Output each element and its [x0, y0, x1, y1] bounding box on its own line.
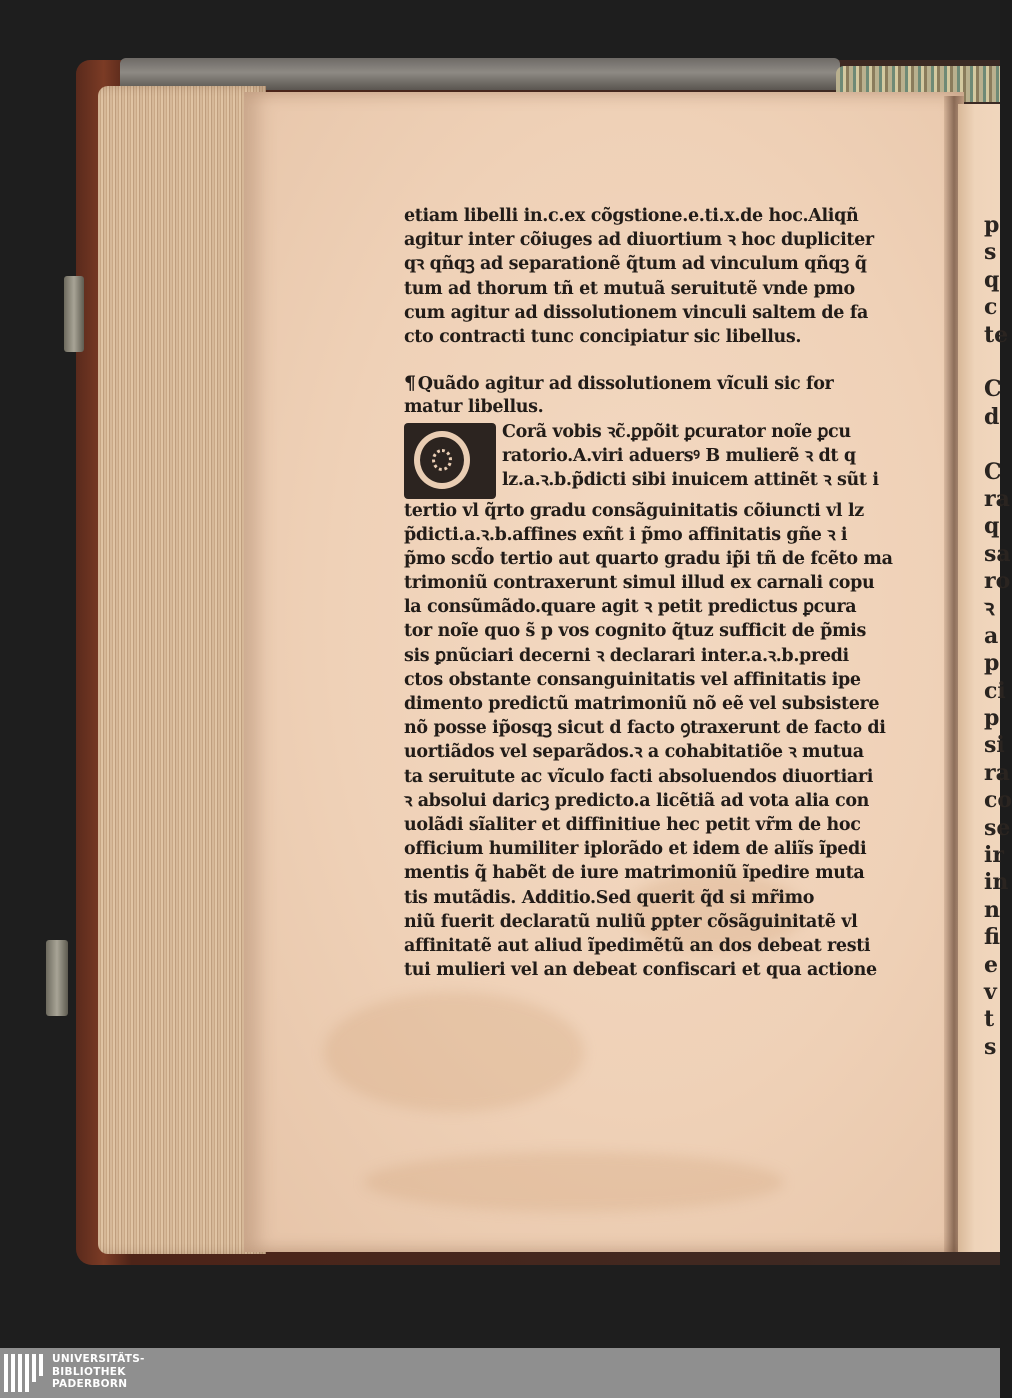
- facing-page-letter: te: [984, 321, 1009, 348]
- decorated-initial-c: [404, 423, 496, 499]
- logo-line: BIBLIOTHEK: [52, 1365, 126, 1378]
- library-logo-text: [52, 1353, 145, 1391]
- facing-page-letter: p: [984, 650, 1000, 677]
- facing-page-letter: ir: [984, 841, 1004, 868]
- facing-page-letter: ra: [984, 485, 1010, 512]
- facing-page-letter: q: [984, 266, 1000, 293]
- facing-page-letter: co: [984, 787, 1012, 814]
- text-line: tis mutãdis. Additio.Sed querit q̃d si mr̃imo: [404, 887, 815, 908]
- text-line: tor noĩe quo s̃ p vos cognito q̃tuz sufficit de p̃mis: [404, 621, 866, 642]
- facing-page-letter: [984, 431, 1000, 458]
- text-line: sis ꝑnũciari decerni ꝛ declarari inter.a.ꝛ.b.predi: [404, 645, 849, 666]
- footer-bar: [0, 1348, 1000, 1398]
- paragraph-mark: ¶: [404, 372, 416, 395]
- facing-page-letter: t: [984, 1006, 995, 1033]
- facing-page-letter: v: [984, 978, 997, 1005]
- facing-page-letter: a: [984, 622, 999, 649]
- logo-line: PADERBORN: [52, 1378, 128, 1391]
- text-line: cto contracti tunc concipiatur sic libellus.: [404, 326, 802, 347]
- initial-paragraph: [404, 420, 924, 499]
- facing-page-letter: sa: [984, 540, 1011, 567]
- text-line: Corã vobis ꝛc̃.ꝑpõit ꝑcurator noĩe ꝑcu: [502, 421, 851, 442]
- facing-page-letter: p: [984, 705, 1000, 732]
- facing-page-letter: d: [984, 403, 1000, 430]
- text-line: tertio vl q̃rto gradu consãguinitatis cõiuncti vl lz: [404, 500, 864, 521]
- facing-page-letters: [984, 212, 1012, 1061]
- facing-page-letter: e: [984, 951, 998, 978]
- text-line: cum agitur ad dissolutionem vinculi saltem de fa: [404, 302, 869, 323]
- text-line: nõ posse ip̃osqꝫ sicut d facto ꝯtraxerunt de facto di: [404, 718, 886, 739]
- facing-page-letter: ro: [984, 568, 1011, 595]
- text-line: tui mulieri vel an debeat confiscari et qua actione: [404, 960, 877, 981]
- text-line: mentis q̃ habẽt de iure matrimoniũ ĩpedire muta: [404, 863, 865, 884]
- facing-page-letter: ra: [984, 759, 1010, 786]
- text-line: etiam libelli in.c.ex cõgstione.e.ti.x.de hoc.Aliqñ: [404, 206, 859, 226]
- clasp-lower: [46, 940, 68, 1016]
- text-line: ꝛ absolui daricꝫ predicto.a licẽtiã ad vota alia con: [404, 790, 870, 811]
- text-line: matur libellus.: [404, 397, 544, 418]
- clasp-upper: [64, 276, 84, 352]
- text-line: agitur inter cõiuges ad diuortium ꝛ hoc dupliciter: [404, 230, 874, 251]
- facing-page-letter: si: [984, 732, 1005, 759]
- text-line: [404, 371, 924, 395]
- text-line: p̃mo scd̃o tertio aut quarto gradu ip̃i tñ de fcẽto ma: [404, 548, 893, 569]
- facing-page-letter: ꝛ: [984, 595, 995, 622]
- text-line: trimoniũ contraxerunt simul illud ex carnali copu: [404, 573, 875, 594]
- facing-page-letter: ci: [984, 677, 1006, 704]
- page-edges: [98, 86, 266, 1254]
- facing-page-letter: [984, 349, 1000, 376]
- facing-page-letter: fi: [984, 924, 1000, 951]
- text-line: ta seruitute ac vĩculo facti absoluendos diuortiari: [404, 766, 874, 787]
- text-line: officium humiliter iplorãdo et idem de aliĩs ĩpedi: [404, 839, 867, 860]
- text-line: niũ fuerit declaratũ nuliũ ꝑpter cõsãguinitatẽ vl: [404, 911, 858, 932]
- text-line: uortiãdos vel separãdos.ꝛ a cohabitatiõe ꝛ mutua: [404, 742, 864, 763]
- text-line: qꝛ qñqꝫ ad separationẽ q̃tum ad vinculum qñqꝫ q̃: [404, 254, 867, 275]
- line-text: Quãdo agitur ad dissolutionem vĩculi sic for: [417, 374, 834, 395]
- text-line: ratorio.A.viri aduersꝰ B mulierẽ ꝛ dt q: [502, 445, 856, 466]
- text-line: la consũmãdo.quare agit ꝛ petit predictus ꝑcura: [404, 597, 857, 618]
- page-text: [404, 204, 924, 982]
- text-line: lz.a.ꝛ.b.p̃dicti sibi inuicem attinẽt ꝛ sũt i: [502, 469, 879, 490]
- facing-page-letter: in: [984, 869, 1009, 896]
- text-line: tum ad thorum tñ et mutuã seruitutẽ vnde pmo: [404, 278, 855, 299]
- library-logo-icon: [4, 1354, 48, 1392]
- text-line: p̃dicti.a.ꝛ.b.affines exñt i p̃mo affinitatis gñe ꝛ i: [404, 524, 848, 545]
- facing-page-letter: se: [984, 814, 1011, 841]
- facing-page-letter: C: [984, 458, 1002, 485]
- text-line: uolãdi sĩaliter et diffinitiue hec petit vr̃m de hoc: [404, 814, 861, 835]
- facing-page-letter: s: [984, 1033, 997, 1060]
- facing-page-letter: p: [984, 212, 1000, 238]
- text-line: dimento predictũ matrimoniũ nõ eẽ vel subsistere: [404, 694, 880, 714]
- text-line: ctos obstante consanguinitatis vel affinitatis ipe: [404, 669, 861, 690]
- facing-page-letter: C: [984, 376, 1002, 403]
- facing-page-letter: n: [984, 896, 1000, 923]
- facing-page-letter: s: [984, 239, 997, 266]
- facing-page-letter: q: [984, 513, 1000, 540]
- text-line: affinitatẽ aut aliud ĩpedimẽtũ an dos debeat resti: [404, 935, 871, 956]
- logo-line: UNIVERSITÄTS-: [52, 1353, 145, 1365]
- facing-page-letter: c: [984, 294, 998, 321]
